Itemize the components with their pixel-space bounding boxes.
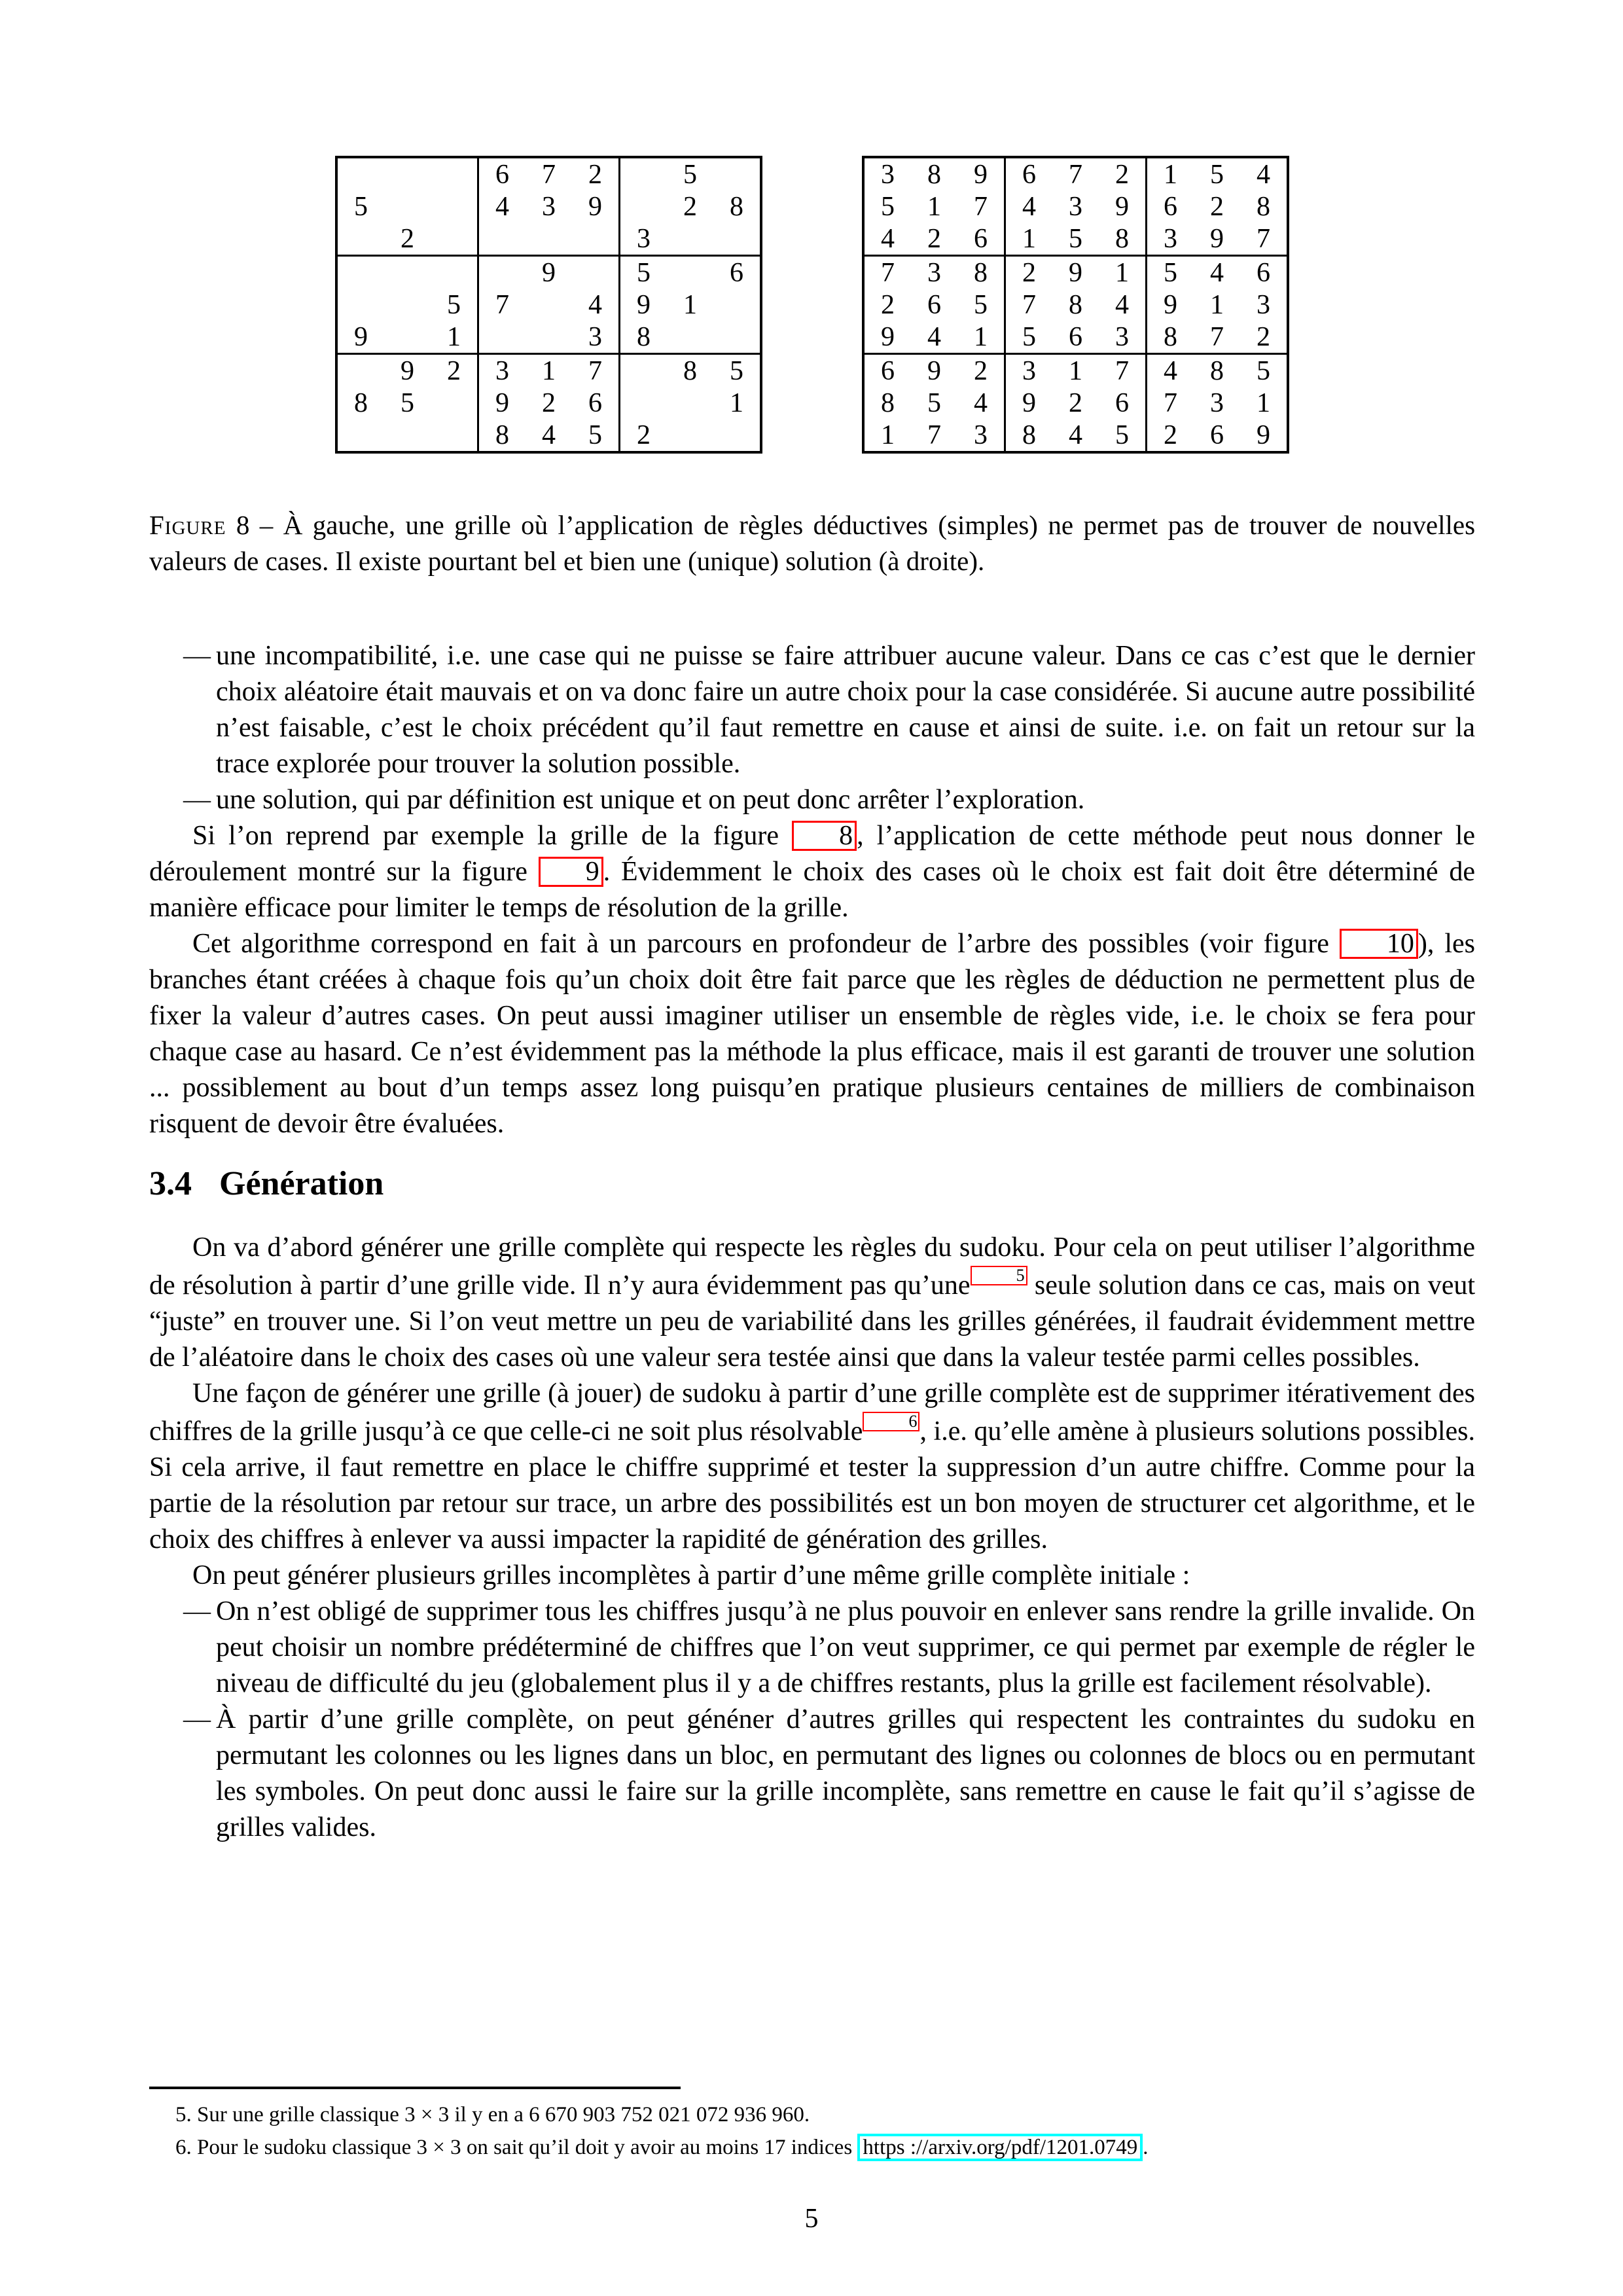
list-item-text: une incompatibilité, i.e. une case qui ne puisse se faire attribuer aucune valeur. Dans ce cas c’est que le dernier choix aléatoire était mauvais et on va donc faire un autre choix pour la case considérée. Si aucune autre possibilité n’est faisable, c’est le choix précédent qu’il faut remettre en cause et ainsi de suite. i.e. on fait un retour sur la trace explorée pour trouver la solution possible. bbox=[216, 641, 1475, 779]
sudoku-cell: 2 bbox=[1099, 157, 1147, 190]
sudoku-cell: 8 bbox=[620, 321, 668, 354]
paragraph bbox=[149, 926, 1475, 1142]
paragraph bbox=[149, 818, 1475, 926]
sudoku-cell: 9 bbox=[957, 157, 1005, 190]
sudoku-cell bbox=[713, 419, 761, 452]
text-block bbox=[149, 156, 1475, 1846]
sudoku-cell: 8 bbox=[1210, 355, 1224, 386]
footnote-ref-5[interactable]: 5 bbox=[971, 1266, 1027, 1285]
sudoku-cell: 3 bbox=[1257, 289, 1270, 320]
sudoku-cell: 2 bbox=[1164, 420, 1177, 450]
figure-ref-8[interactable]: 8 bbox=[792, 821, 857, 851]
sudoku-cell bbox=[431, 157, 478, 190]
sudoku-cell bbox=[713, 157, 761, 190]
sudoku-cell: 7 bbox=[495, 289, 509, 320]
sudoku-cell bbox=[431, 223, 478, 256]
sudoku-cell bbox=[384, 157, 431, 190]
text-run: . bbox=[1143, 2136, 1149, 2159]
sudoku-cell: 1 bbox=[1069, 355, 1082, 386]
sudoku-cell bbox=[526, 223, 572, 256]
sudoku-cell: 1 bbox=[1099, 256, 1147, 289]
figure-8-grids bbox=[149, 156, 1475, 454]
sudoku-cell bbox=[384, 419, 431, 452]
sudoku-cell: 4 bbox=[863, 223, 911, 256]
sudoku-cell: 9 bbox=[1194, 223, 1240, 256]
sudoku-cell: 7 bbox=[1022, 289, 1036, 320]
list-item bbox=[149, 1594, 1475, 1702]
sudoku-cell: 9 bbox=[1099, 190, 1147, 223]
sudoku-cell bbox=[431, 190, 478, 223]
sudoku-cell: 6 bbox=[927, 289, 941, 320]
sudoku-cell: 8 bbox=[730, 191, 743, 222]
sudoku-cell bbox=[667, 387, 713, 419]
sudoku-cell bbox=[478, 223, 526, 256]
sudoku-cell bbox=[572, 223, 620, 256]
sudoku-cell: 6 bbox=[572, 387, 620, 419]
arxiv-link[interactable]: https ://arxiv.org/pdf/1201.0749 bbox=[857, 2134, 1143, 2161]
sudoku-cell: 7 bbox=[1164, 387, 1177, 418]
sudoku-cell: 7 bbox=[1194, 321, 1240, 354]
sudoku-cell: 7 bbox=[1099, 354, 1147, 387]
list-item bbox=[149, 782, 1475, 818]
sudoku-cell: 7 bbox=[572, 354, 620, 387]
sudoku-cell: 5 bbox=[354, 191, 368, 222]
page-number: 5 bbox=[804, 2204, 819, 2234]
sudoku-cell: 4 bbox=[1164, 355, 1177, 386]
sudoku-cell bbox=[431, 419, 478, 452]
sudoku-cell: 5 bbox=[730, 355, 743, 386]
sudoku-cell bbox=[336, 289, 384, 321]
sudoku-cell bbox=[713, 289, 761, 321]
sudoku-cell: 3 bbox=[1210, 387, 1224, 418]
sudoku-cell: 5 bbox=[881, 191, 895, 222]
sudoku-cell: 3 bbox=[1099, 321, 1147, 354]
sudoku-cell: 6 bbox=[1164, 191, 1177, 222]
sudoku-cell bbox=[620, 190, 668, 223]
sudoku-cell: 4 bbox=[1022, 191, 1036, 222]
text-run: . Évidemment le choix des cases où le choix est fait doit être déterminé de manière efficace pour limiter le temps de résolution de la grille. bbox=[149, 857, 1475, 923]
sudoku-cell bbox=[384, 256, 431, 289]
sudoku-cell: 5 bbox=[683, 159, 697, 190]
sudoku-cell: 6 bbox=[1210, 420, 1224, 450]
figure-caption bbox=[149, 507, 1475, 579]
sudoku-cell: 5 bbox=[431, 289, 478, 321]
sudoku-cell bbox=[384, 321, 431, 354]
text-run: On va d’abord générer une grille complète qui respecte les règles du sudoku. Pour cela on peut utiliser l’algorithme de résolution à partir d’une grille vide. Il n’y aura évidemment pas qu’une bbox=[149, 1232, 1475, 1300]
paragraph bbox=[149, 1376, 1475, 1558]
sudoku-cell: 9 bbox=[1022, 387, 1036, 418]
text-run: , l’application de cette méthode peut nous donner le déroulement montré sur la figure bbox=[149, 821, 1476, 887]
sudoku-cell: 5 bbox=[1005, 321, 1053, 354]
sudoku-cell: 5 bbox=[637, 257, 651, 288]
sudoku-cell: 8 bbox=[495, 420, 509, 450]
sudoku-cell: 9 bbox=[336, 321, 384, 354]
sudoku-cell bbox=[620, 387, 668, 419]
list-item-text: une solution, qui par définition est unique et on peut donc arrêter l’exploration. bbox=[216, 785, 1085, 815]
body-text bbox=[149, 638, 1475, 1846]
sudoku-cell: 2 bbox=[1069, 387, 1082, 418]
text-run: seule solution dans ce cas, mais on veut “juste” en trouver une. Si l’on veut mettre un peu de variabilité dans les grilles générées, il faudrait évidemment mettre de l’aléatoire dans le choix des cases où une valeur sera testée ainsi que dans la valeur testée parmi celles possibles. bbox=[149, 1270, 1475, 1372]
sudoku-cell bbox=[620, 354, 668, 387]
sudoku-cell: 2 bbox=[572, 157, 620, 190]
sudoku-cell: 9 bbox=[1257, 420, 1270, 450]
sudoku-cell: 4 bbox=[495, 191, 509, 222]
sudoku-cell: 3 bbox=[1069, 191, 1082, 222]
sudoku-cell: 7 bbox=[881, 257, 895, 288]
sudoku-cell: 3 bbox=[927, 257, 941, 288]
sudoku-cell: 8 bbox=[927, 159, 941, 190]
sudoku-cell: 4 bbox=[1069, 420, 1082, 450]
sudoku-cell: 5 bbox=[1099, 419, 1147, 452]
sudoku-cell bbox=[713, 223, 761, 256]
list-item bbox=[149, 1702, 1475, 1846]
sudoku-cell: 5 bbox=[401, 387, 414, 418]
sudoku-cell: 2 bbox=[542, 387, 556, 418]
sudoku-cell bbox=[713, 321, 761, 354]
list-item-text: On n’est obligé de supprimer tous les chiffres jusqu’à ne plus pouvoir en enlever sans rendre la grille invalide. On peut choisir un nombre prédéterminé de chiffres que l’on veut supprimer, ce qui permet par exemple de régler le niveau de difficulté du jeu (globalement plus il y a de chiffres restants, plus la grille est facilement résolvable). bbox=[216, 1596, 1475, 1698]
sudoku-cell: 5 bbox=[1164, 257, 1177, 288]
text-run: 5. Sur une grille classique 3 × 3 il y en a 6 670 903 752 021 072 936 960. bbox=[175, 2103, 810, 2126]
sudoku-cell: 7 bbox=[927, 420, 941, 450]
sudoku-cell: 4 bbox=[957, 387, 1005, 419]
sudoku-cell: 5 bbox=[1257, 355, 1270, 386]
sudoku-cell: 6 bbox=[1099, 387, 1147, 419]
sudoku-cell: 3 bbox=[542, 191, 556, 222]
sudoku-cell: 4 bbox=[1099, 289, 1147, 321]
sudoku-cell: 1 bbox=[927, 191, 941, 222]
sudoku-cell: 2 bbox=[1210, 191, 1224, 222]
sudoku-cell bbox=[336, 419, 384, 452]
sudoku-cell: 1 bbox=[957, 321, 1005, 354]
sudoku-cell: 9 bbox=[1069, 257, 1082, 288]
sudoku-cell: 8 bbox=[1022, 420, 1036, 450]
sudoku-cell: 2 bbox=[384, 223, 431, 256]
sudoku-cell bbox=[336, 157, 384, 190]
sudoku-cell: 4 bbox=[1257, 159, 1270, 190]
sudoku-cell: 5 bbox=[1052, 223, 1099, 256]
sudoku-cell: 6 bbox=[1052, 321, 1099, 354]
sudoku-cell: 9 bbox=[495, 387, 509, 418]
sudoku-cell: 4 bbox=[1210, 257, 1224, 288]
sudoku-cell: 1 bbox=[1005, 223, 1053, 256]
caption-dash: – bbox=[259, 510, 274, 540]
sudoku-cell: 4 bbox=[572, 289, 620, 321]
sudoku-cell: 3 bbox=[620, 223, 668, 256]
sudoku-cell: 6 bbox=[957, 223, 1005, 256]
sudoku-cell bbox=[667, 223, 713, 256]
list-item bbox=[149, 638, 1475, 782]
text-run: , i.e. qu’elle amène à plusieurs solutions possibles. Si cela arrive, il faut remettre en place le chiffre supprimé et tester la suppression d’un autre chiffre. Comme pour la partie de la résolution par retour sur trace, un arbre des possibilités est un bon moyen de structurer cet algorithme, et le choix des chiffres à enlever va aussi impacter la rapidité de génération des grilles. bbox=[149, 1416, 1475, 1554]
sudoku-cell bbox=[384, 190, 431, 223]
sudoku-cell: 9 bbox=[637, 289, 651, 320]
sudoku-cell: 5 bbox=[1210, 159, 1224, 190]
sudoku-cell: 2 bbox=[957, 354, 1005, 387]
sudoku-cell: 2 bbox=[911, 223, 957, 256]
sudoku-cell: 3 bbox=[495, 355, 509, 386]
sudoku-grid-right bbox=[862, 156, 1289, 454]
footnote-ref-6[interactable]: 6 bbox=[863, 1412, 919, 1431]
sudoku-cell: 3 bbox=[1147, 223, 1194, 256]
sudoku-cell: 2 bbox=[431, 354, 478, 387]
sudoku-cell: 1 bbox=[1210, 289, 1224, 320]
sudoku-cell: 6 bbox=[881, 355, 895, 386]
sudoku-grid-left bbox=[335, 156, 762, 454]
figure-ref-9[interactable]: 9 bbox=[539, 857, 603, 887]
sudoku-cell: 1 bbox=[1164, 159, 1177, 190]
sudoku-cell: 1 bbox=[683, 289, 697, 320]
sudoku-cell: 9 bbox=[401, 355, 414, 386]
sudoku-cell: 1 bbox=[881, 420, 895, 450]
sudoku-cell: 6 bbox=[730, 257, 743, 288]
text-run: Cet algorithme correspond en fait à un parcours en profondeur de l’arbre des possibles (voir figure bbox=[192, 929, 1340, 959]
text-run: Une façon de générer une grille (à jouer) de sudoku à partir d’une grille complète est de supprimer itérativement des chiffres de la grille jusqu’à ce que celle-ci ne soit plus résolvable bbox=[149, 1378, 1475, 1446]
sudoku-cell: 1 bbox=[431, 321, 478, 354]
sudoku-cell: 7 bbox=[1240, 223, 1288, 256]
footnote-rule bbox=[149, 2087, 681, 2089]
sudoku-cell: 8 bbox=[1147, 321, 1194, 354]
sudoku-cell: 6 bbox=[1022, 159, 1036, 190]
sudoku-cell bbox=[667, 256, 713, 289]
sudoku-cell: 9 bbox=[542, 257, 556, 288]
sudoku-cell: 6 bbox=[1257, 257, 1270, 288]
sudoku-cell: 8 bbox=[881, 387, 895, 418]
sudoku-cell: 1 bbox=[1257, 387, 1270, 418]
sudoku-cell: 9 bbox=[1164, 289, 1177, 320]
list-item-text: À partir d’une grille complète, on peut généner d’autres grilles qui respectent les contraintes du sudoku en permutant les colonnes ou les lignes dans un bloc, en permutant des lignes ou colonnes de blocs ou en permutant les symboles. On peut donc aussi le faire sur la grille incomplète, sans remettre en cause le fait qu’il s’agisse de grilles valides. bbox=[216, 1704, 1475, 1842]
sudoku-cell bbox=[620, 157, 668, 190]
figure-ref-10[interactable]: 10 bbox=[1340, 929, 1418, 959]
sudoku-cell: 1 bbox=[542, 355, 556, 386]
em-dash-marker: — bbox=[183, 1596, 211, 1626]
sudoku-cell bbox=[667, 419, 713, 452]
sudoku-cell bbox=[384, 289, 431, 321]
section-heading bbox=[149, 1166, 1475, 1202]
sudoku-cell: 2 bbox=[1240, 321, 1288, 354]
sudoku-cell bbox=[431, 256, 478, 289]
sudoku-cell: 7 bbox=[542, 159, 556, 190]
footnote-5 bbox=[149, 2098, 1475, 2131]
em-dash-marker: — bbox=[183, 641, 211, 671]
sudoku-cell bbox=[336, 256, 384, 289]
footnotes bbox=[149, 2087, 1475, 2164]
sudoku-cell: 2 bbox=[683, 191, 697, 222]
sudoku-cell: 5 bbox=[572, 419, 620, 452]
sudoku-cell: 2 bbox=[881, 289, 895, 320]
sudoku-cell: 3 bbox=[881, 159, 895, 190]
caption-text: À gauche, une grille où l’application de règles déductives (simples) ne permet pas de trouver de nouvelles valeurs de cases. Il existe pourtant bel et bien une (unique) solution (à droite). bbox=[149, 510, 1476, 576]
sudoku-cell: 2 bbox=[637, 420, 651, 450]
sudoku-cell: 7 bbox=[1069, 159, 1082, 190]
sudoku-cell: 8 bbox=[957, 256, 1005, 289]
sudoku-cell: 8 bbox=[1257, 191, 1270, 222]
sudoku-cell bbox=[667, 321, 713, 354]
sudoku-cell bbox=[526, 289, 572, 321]
sudoku-cell: 8 bbox=[354, 387, 368, 418]
sudoku-cell bbox=[478, 256, 526, 289]
sudoku-cell: 9 bbox=[927, 355, 941, 386]
sudoku-cell: 6 bbox=[495, 159, 509, 190]
sudoku-cell: 5 bbox=[927, 387, 941, 418]
text-run: ), les branches étant créées à chaque fois qu’un choix doit être fait parce que les règles de déduction ne permettent plus de fixer la valeur d’autres cases. On peut aussi imaginer utiliser un ensemble de règles vide, i.e. le choix se fera pour chaque case au hasard. Ce n’est évidemment pas la méthode la plus efficace, mais il est garanti de trouver une solution ... possiblement au bout d’un temps assez long puisqu’en pratique plusieurs centaines de milliers de combinaison risquent de devoir être évaluées. bbox=[149, 929, 1475, 1139]
sudoku-cell: 5 bbox=[957, 289, 1005, 321]
sudoku-cell: 9 bbox=[863, 321, 911, 354]
sudoku-cell bbox=[478, 321, 526, 354]
sudoku-cell bbox=[431, 387, 478, 419]
paragraph bbox=[149, 1230, 1475, 1376]
sudoku-cell: 7 bbox=[957, 190, 1005, 223]
sudoku-cell bbox=[336, 354, 384, 387]
sudoku-cell bbox=[336, 223, 384, 256]
footnote-6 bbox=[149, 2131, 1475, 2164]
sudoku-cell: 4 bbox=[911, 321, 957, 354]
sudoku-cell: 4 bbox=[542, 420, 556, 450]
paragraph bbox=[149, 1558, 1475, 1594]
sudoku-cell: 3 bbox=[1022, 355, 1036, 386]
section-number: 3.4 bbox=[149, 1165, 192, 1202]
sudoku-cell: 3 bbox=[572, 321, 620, 354]
sudoku-cell: 3 bbox=[957, 419, 1005, 452]
text-run: Si l’on reprend par exemple la grille de la figure bbox=[192, 821, 793, 851]
caption-label: Figure bbox=[149, 510, 226, 540]
sudoku-cell: 1 bbox=[730, 387, 743, 418]
sudoku-cell bbox=[572, 256, 620, 289]
em-dash-marker: — bbox=[183, 1704, 211, 1734]
sudoku-cell: 8 bbox=[683, 355, 697, 386]
section-title: Génération bbox=[219, 1165, 384, 1202]
sudoku-cell bbox=[526, 321, 572, 354]
caption-number: 8 bbox=[236, 510, 250, 540]
em-dash-marker: — bbox=[183, 785, 211, 815]
sudoku-cell: 2 bbox=[1022, 257, 1036, 288]
text-run: 6. Pour le sudoku classique 3 × 3 on sait qu’il doit y avoir au moins 17 indices bbox=[175, 2136, 858, 2159]
text-run: On peut générer plusieurs grilles incomplètes à partir d’une même grille complète initiale : bbox=[192, 1560, 1190, 1590]
sudoku-cell: 8 bbox=[1099, 223, 1147, 256]
sudoku-cell: 8 bbox=[1069, 289, 1082, 320]
sudoku-cell: 9 bbox=[572, 190, 620, 223]
